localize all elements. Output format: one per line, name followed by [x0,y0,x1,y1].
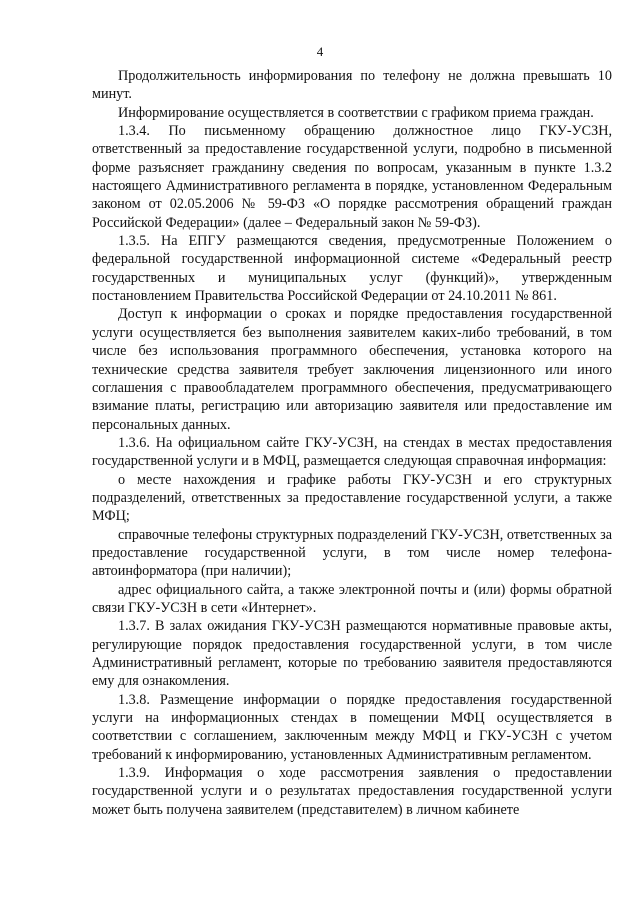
paragraph-1-3-4: 1.3.4. По письменному обращению должностное лицо ГКУ-УСЗН, ответственный за предоставление государственной услуги, подробно в письменной форме разъясняет гражданину сведения по вопросам, указанным в пункте 1.3.2 настоящего Административного регламента в порядке, установленном Федеральным законом от 02.05.2006 № 59-ФЗ «О порядке рассмотрения обращений граждан Российской Федерации» (далее – Федеральный закон № 59-ФЗ). [92,123,612,231]
paragraph-1-3-7: 1.3.7. В залах ожидания ГКУ-УСЗН размещаются нормативные правовые акты, регулирующие порядок предоставления государственной услуги, в том числе Административный регламент, которые по требованию заявителя предоставляются ему для ознакомления. [92,618,612,690]
paragraph-access: Доступ к информации о сроках и порядке предоставления государственной услуги осуществляется без выполнения заявителем каких-либо требований, в том числе без использования программного обеспечения, установка которого на технические средства заявителя требует заключения лицензионного или иного соглашения с правообладателем программного обеспечения, предусматривающего взимание платы, регистрацию или авторизацию заявителя или предоставление им персональных данных. [92,306,612,433]
paragraph-call-duration: Продолжительность информирования по телефону не должна превышать 10 минут. [92,68,612,103]
paragraph-1-3-8: 1.3.8. Размещение информации о порядке предоставления государственной услуги на информационных стендах в помещении МФЦ осуществляется в соответствии с соглашением, заключенным между МФЦ и ГКУ-УСЗН с учетом требований к информированию, установленных Административным регламентом. [92,691,612,763]
paragraph-1-3-5: 1.3.5. На ЕПГУ размещаются сведения, предусмотренные Положением о федеральной государственной информационной системе «Федеральный реестр государственных и муниципальных услуг (функций)», утвержденным постановлением Правительства Российской Федерации от 24.10.2011 № 861. [92,233,612,305]
document-body [92,67,612,819]
paragraph-1-3-9: 1.3.9. Информация о ходе рассмотрения заявления о предоставлении государственной услуги и о результатах предоставления государственной услуги может быть получена заявителем (представителем) в личном кабинете [92,765,612,818]
paragraph-phones: справочные телефоны структурных подразделений ГКУ-УСЗН, ответственных за предоставление государственной услуги, в том числе номер телефона-автоинформатора (при наличии); [92,526,612,580]
paragraph-1-3-6: 1.3.6. На официальном сайте ГКУ-УСЗН, на стендах в местах предоставления государственной услуги и в МФЦ, размещается следующая справочная информация: [92,434,612,470]
paragraph-website: адрес официального сайта, а также электронной почты и (или) формы обратной связи ГКУ-УСЗН в сети «Интернет». [92,581,612,616]
paragraph-location: о месте нахождения и графике работы ГКУ-УСЗН и его структурных подразделений, ответственных за предоставление государственной услуги, а также МФЦ; [92,471,612,525]
paragraph-schedule: Информирование осуществляется в соответствии с графиком приема граждан. [118,104,594,121]
page-number: 4 [316,44,324,59]
